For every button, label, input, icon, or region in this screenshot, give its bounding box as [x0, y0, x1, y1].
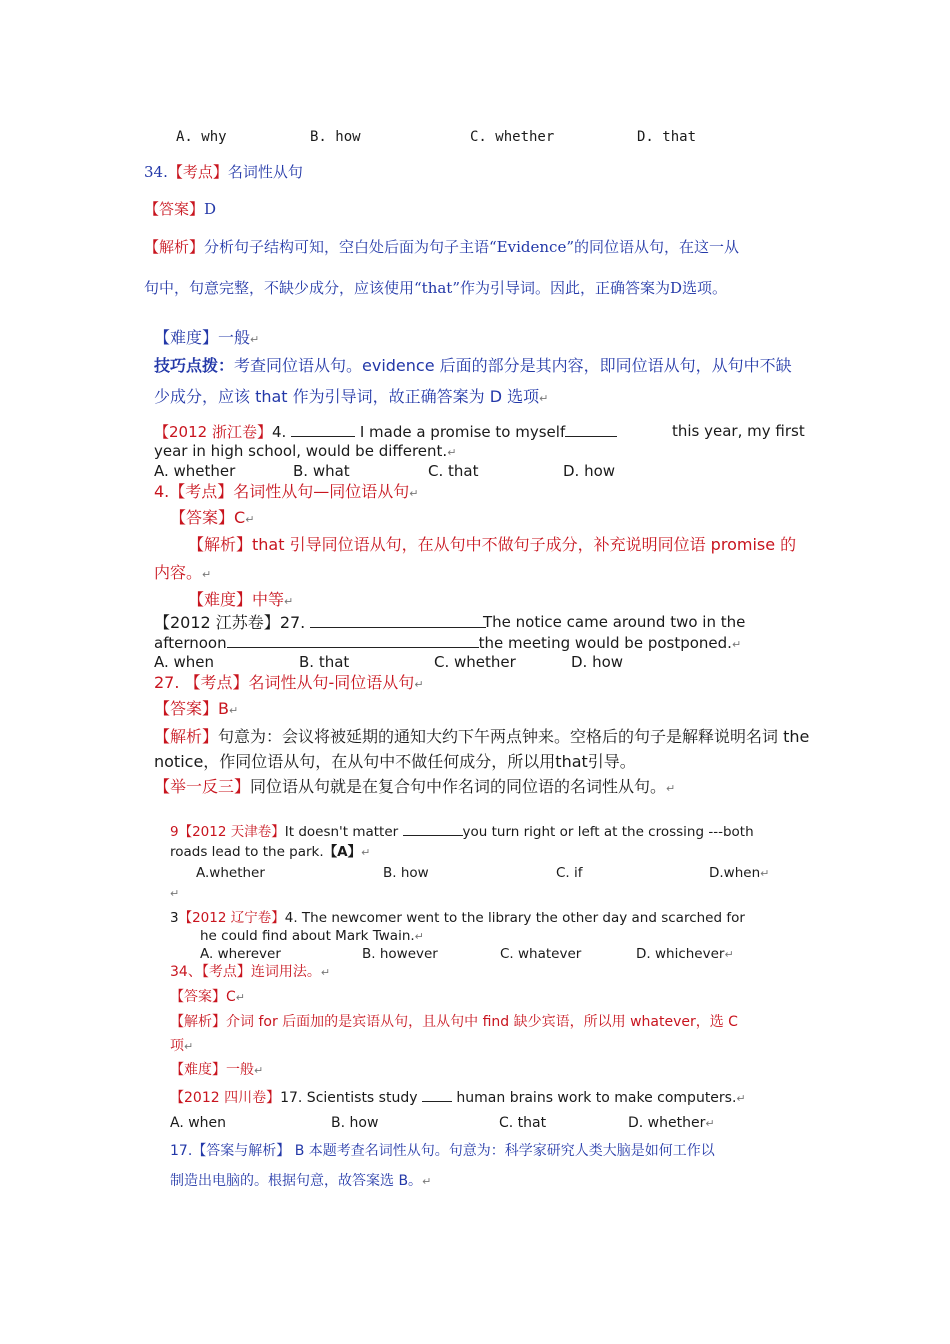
- kaodian-text: 4.【考点】名词性从句—同位语从句: [154, 482, 410, 501]
- answer-tag: 【答案】: [144, 200, 205, 218]
- jiexi-text: 介词 for 后面加的是宾语从句，且从句中 find 缺少宾语，所以用 whatever，选 C: [226, 1014, 738, 1030]
- liaoning-source: 【2012 辽宁卷】: [178, 910, 285, 926]
- option-c: C. that: [499, 1115, 547, 1131]
- jiangsu-stem-a: The notice came around two in the: [483, 613, 746, 631]
- tianjin-stem-b: you turn right or left at the crossing ---both: [462, 824, 754, 840]
- jiexi-tag: 【解析】: [154, 727, 219, 746]
- option-d: D. how: [563, 462, 616, 480]
- juyi-tag: 【举一反三】: [154, 777, 251, 796]
- juyi-text: 同位语从句就是在复合句中作名词的同位语的名词性从句。: [250, 777, 667, 796]
- paragraph-mark: ↵: [736, 1092, 746, 1105]
- paragraph-mark: ↵: [361, 846, 371, 859]
- liaoning-stem-a: 4. The newcomer went to the library the other day and scarched for: [284, 910, 745, 926]
- option-c: C. if: [556, 865, 583, 881]
- zhejiang-stem-a: I made a promise to myself: [359, 423, 566, 441]
- jiqiao-text-2: 少成分，应该 that 作为引导词，故正确答案为 D 选项: [154, 387, 540, 406]
- jiexi-text: that 引导同位语从句，在从句中不做句子成分，补充说明同位语 promise 的: [252, 535, 797, 554]
- blank: [227, 632, 479, 648]
- answer-text: B: [218, 699, 229, 718]
- jiangsu-juyi: [154, 777, 675, 799]
- paragraph-mark: ↵: [250, 333, 260, 346]
- option-a: A. why: [176, 129, 227, 145]
- paragraph-mark: ↵: [422, 1175, 432, 1188]
- option-b: B. what: [293, 462, 350, 480]
- tianjin-stem-line1: [170, 820, 754, 842]
- option-c: C. that: [428, 462, 479, 480]
- jiexi-text-2: 项: [170, 1038, 184, 1054]
- option-b: B. however: [362, 946, 438, 962]
- liaoning-stem-line1: [170, 908, 745, 928]
- paragraph-mark: ↵: [254, 1064, 264, 1077]
- q34-kaodian: [144, 162, 303, 182]
- option-c: C. whether: [470, 129, 555, 145]
- liaoning-stem-b: he could find about Mark Twain.: [200, 928, 415, 944]
- answer-text: D: [204, 200, 217, 218]
- kaodian-tag: 【考点】: [167, 163, 228, 181]
- option-d: D. that: [637, 129, 697, 145]
- paragraph-mark: ↵: [731, 638, 742, 651]
- q34-jiqiao-line2: [154, 387, 548, 409]
- kaodian-text: 27. 【考点】名词性从句-同位语从句: [154, 673, 415, 692]
- zhejiang-num: 4.: [271, 423, 287, 441]
- blank: [310, 612, 486, 628]
- jiangsu-stem-c: the meeting would be postponed.: [478, 634, 732, 652]
- zhejiang-stem-line2: [154, 441, 456, 463]
- jiangsu-kaodian: [154, 673, 424, 695]
- paragraph-mark: ↵: [414, 930, 424, 943]
- liaoning-jiexi-line1: [170, 1012, 738, 1032]
- kaodian-number: 34.: [144, 163, 168, 181]
- q34-jiqiao-line1: [154, 356, 792, 376]
- sichuan-source: 【2012 四川卷】: [170, 1090, 281, 1106]
- nandu-text: 【难度】中等: [188, 590, 285, 609]
- tianjin-answer: 【A】: [323, 844, 362, 860]
- zhejiang-kaodian: [154, 482, 419, 504]
- jiexi-text-2: 内容。: [154, 563, 203, 582]
- paragraph-mark: ↵: [414, 678, 424, 691]
- nandu-text: 一般: [218, 328, 251, 347]
- paragraph-mark: ↵: [202, 568, 212, 581]
- option-b: B. how: [310, 129, 361, 145]
- jiangsu-jiexi-line2: notice，作同位语从句，在从句中不做任何成分，所以用that引导。: [154, 752, 636, 771]
- jiangsu-source: 【2012 江苏卷】: [154, 613, 280, 632]
- zhejiang-jiexi-line1: [188, 535, 796, 555]
- liaoning-jiexi-line2: [170, 1036, 193, 1057]
- tianjin-stem-line2: [170, 842, 370, 863]
- jiangsu-answer: [154, 699, 238, 721]
- jiqiao-text: 考查同位语从句。evidence 后面的部分是其内容，即同位语从句，从句中不缺: [234, 356, 792, 375]
- jiangsu-jiexi-line1: [154, 727, 809, 747]
- jiexi-tag: 【解析】: [188, 535, 253, 554]
- jiangsu-stem-b: afternoon: [154, 634, 227, 652]
- answer-text: 【答案】C: [170, 508, 246, 527]
- tianjin-stem-c: roads lead to the park.: [170, 844, 324, 860]
- option-a: A. when: [154, 653, 215, 671]
- q34-jiexi-line2: 句中，句意完整，不缺少成分，应该使用“that”作为引导词。因此，正确答案为D选项。: [144, 279, 728, 297]
- liaoning-nandu: [170, 1060, 263, 1081]
- zhejiang-answer: [170, 508, 254, 530]
- sichuan-jiexi-line2: [170, 1171, 431, 1192]
- jiexi-text: 分析句子结构可知，空白处后面为句子主语“Evidence”的同位语从句，在这一从: [204, 238, 739, 256]
- sichuan-jiexi-line1: 17.【答案与解析】 B 本题考查名词性从句。句意为：科学家研究人类大脑是如何工作以: [170, 1143, 715, 1159]
- answer-tag: 【答案】: [154, 699, 219, 718]
- blank: [403, 820, 463, 836]
- tianjin-source: 【2012 天津卷】: [178, 824, 285, 840]
- q34-jiexi-line1: [144, 237, 739, 257]
- jiqiao-tag: 技巧点拨：: [154, 356, 235, 375]
- blank: [565, 421, 617, 437]
- option-a: A. wherever: [200, 946, 281, 962]
- nandu-text: 【难度】一般: [170, 1062, 254, 1078]
- option-d: D.when↵: [709, 865, 770, 881]
- paragraph-mark: ↵: [666, 782, 676, 795]
- paragraph-mark: ↵: [235, 991, 245, 1004]
- option-c: C. whatever: [500, 946, 582, 962]
- zhejiang-stem-b: this year, my first: [672, 422, 805, 440]
- answer-text: 【答案】C: [170, 989, 236, 1005]
- tianjin-num: 9: [170, 824, 179, 840]
- liaoning-num: 3: [170, 910, 179, 926]
- q34-options: [0, 127, 950, 147]
- jiexi-text-2: 制造出电脑的。根据句意，故答案选 B。: [170, 1173, 423, 1189]
- option-b: B. how: [331, 1115, 379, 1131]
- option-b: B. that: [299, 653, 350, 671]
- liaoning-answer: [170, 987, 245, 1008]
- zhejiang-jiexi-line2: [154, 563, 211, 585]
- option-d: D. whichever↵: [636, 946, 734, 962]
- sichuan-stem: [170, 1086, 746, 1109]
- zhejiang-stem-c: year in high school, would be different.: [154, 442, 448, 460]
- paragraph-mark: ↵: [447, 446, 457, 459]
- kaodian-text: 名词性从句: [227, 163, 303, 181]
- option-d: D. how: [571, 653, 624, 671]
- kaodian-text: 34、【考点】连词用法。: [170, 964, 321, 980]
- jiangsu-num: 27.: [279, 613, 306, 632]
- nandu-tag: 【难度】: [154, 328, 219, 347]
- jiexi-text: 句意为：会议将被延期的通知大约下午两点钟来。空格后的句子是解释说明名词 the: [218, 727, 810, 746]
- paragraph-mark: ↵: [539, 392, 549, 405]
- option-b: B. how: [383, 865, 429, 881]
- paragraph-mark: ↵: [409, 487, 419, 500]
- paragraph-mark: ↵: [245, 513, 255, 526]
- q34-answer: [144, 199, 216, 219]
- jiangsu-stem-line1: [154, 612, 486, 633]
- liaoning-kaodian: [170, 962, 330, 983]
- paragraph-mark: ↵: [229, 704, 239, 717]
- blank: [422, 1086, 452, 1102]
- sichuan-stem-b: human brains work to make computers.: [456, 1090, 737, 1106]
- jiexi-tag: 【解析】: [144, 238, 205, 256]
- option-a: A. whether: [154, 462, 236, 480]
- q34-nandu: [154, 328, 259, 350]
- paragraph-mark: ↵: [320, 966, 331, 979]
- zhejiang-nandu: [188, 590, 293, 612]
- sichuan-stem-a: 17. Scientists study: [280, 1090, 418, 1106]
- option-c: C. whether: [434, 653, 516, 671]
- zhejiang-stem-line1: [154, 421, 617, 442]
- zhejiang-source: 【2012 浙江卷】: [154, 423, 272, 441]
- paragraph-mark: ↵: [284, 595, 294, 608]
- tianjin-stem-a: It doesn't matter: [284, 824, 399, 840]
- paragraph-mark: ↵: [184, 1040, 194, 1053]
- option-d: D. whether↵: [628, 1115, 715, 1131]
- paragraph-mark: ↵: [170, 887, 180, 900]
- option-a: A.whether: [196, 865, 265, 881]
- jiexi-tag: 【解析】: [170, 1014, 226, 1030]
- blank: [291, 421, 355, 437]
- option-a: A. when: [170, 1115, 227, 1131]
